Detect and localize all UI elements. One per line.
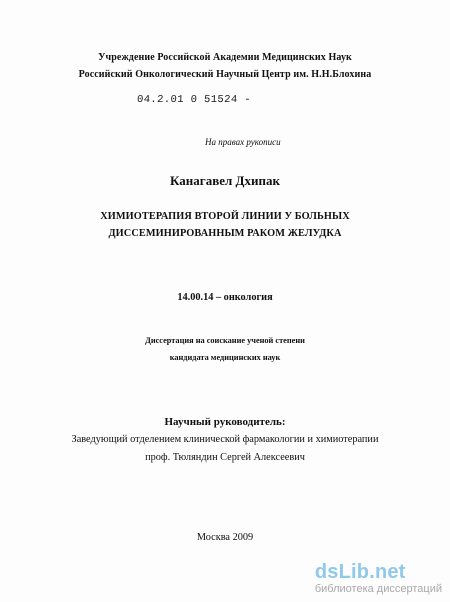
supervisor-position: Заведующий отделением клинической фармакологии и химиотерапии bbox=[71, 434, 379, 445]
supervisor-name: проф. Тюляндин Сергей Алексеевич bbox=[145, 452, 305, 463]
degree-line-2: кандидата медицинских наук bbox=[169, 353, 281, 362]
institution-line-2: Российский Онкологический Научный Центр им. Н.Н.Блохина bbox=[78, 69, 372, 80]
dissertation-title-line-2: ДИССЕМИНИРОВАННЫМ РАКОМ ЖЕЛУДКА bbox=[108, 228, 342, 239]
supervisor-heading: Научный руководитель: bbox=[164, 416, 286, 428]
specialty-code: 14.00.14 – онкология bbox=[177, 292, 273, 303]
registration-stamp: 04.2.01 0 51524 - bbox=[136, 94, 252, 106]
dissertation-title-line-1: ХИМИОТЕРАПИЯ ВТОРОЙ ЛИНИИ У БОЛЬНЫХ bbox=[100, 211, 350, 222]
dslib-watermark bbox=[315, 562, 442, 596]
city-year: Москва 2009 bbox=[196, 532, 254, 543]
degree-line-1: Диссертация на соискание ученой степени bbox=[145, 336, 305, 345]
author-name: Канагавел Дхипак bbox=[170, 173, 280, 188]
institution-line-1: Учреждение Российской Академии Медицинских Наук bbox=[98, 52, 352, 63]
rights-note: На правах рукописи bbox=[205, 137, 281, 147]
watermark-brand: dsLib.net bbox=[314, 561, 406, 583]
watermark-subtitle: библиотека диссертаций bbox=[314, 583, 442, 595]
